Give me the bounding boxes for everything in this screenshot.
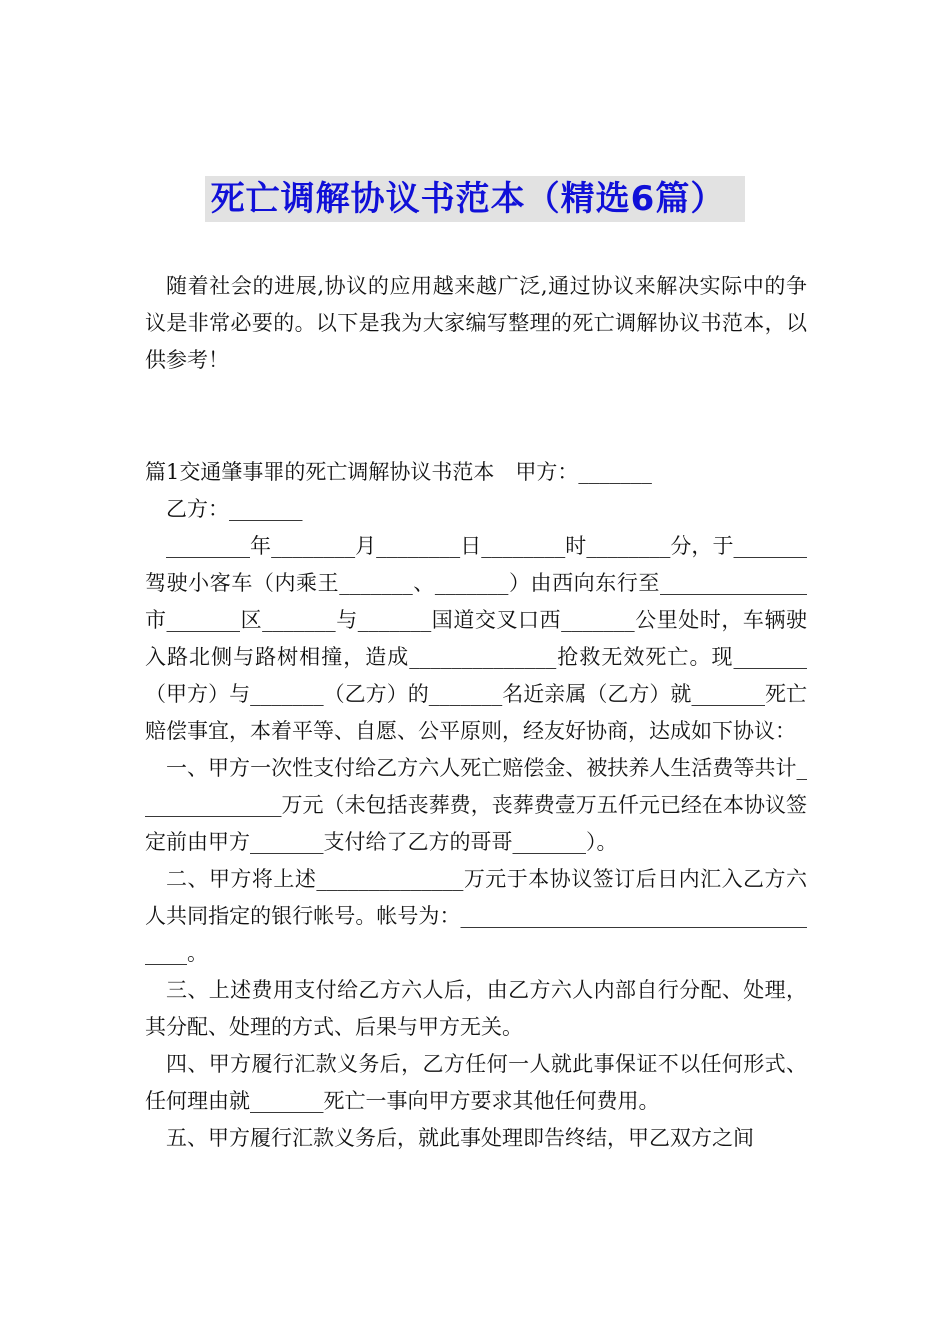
- intro-paragraph: 随着社会的进展,协议的应用越来越广泛,通过协议来解决实际中的争议是非常必要的。以下是我为大家编写整理的死亡调解协议书范本，以供参考！: [145, 274, 807, 372]
- clause-4: 四、甲方履行汇款义务后，乙方任何一人就此事保证不以任何形式、任何理由就_______死亡一事向甲方要求其他任何费用。: [145, 1052, 807, 1113]
- accident-paragraph: ________年________月________日________时________分，于_______驾驶小客车（内乘王_______、_______）由西向东行至______________市_______区_______与_______国道交叉口西_______公里处时，车辆驶入路北侧与路树相撞，造成______________抢救无效死亡。现_______（甲方）与_______（乙方）的_______名近亲属（乙方）就_______死亡赔偿事宜，本着平等、自愿、公平原则，经友好协商，达成如下协议：: [145, 534, 807, 743]
- clause-5: 五、甲方履行汇款义务后，就此事处理即告终结，甲乙双方之间: [166, 1126, 754, 1150]
- title-wrap: [0, 176, 950, 222]
- clause-3: 三、上述费用支付给乙方六人后，由乙方六人内部自行分配、处理，其分配、处理的方式、后果与甲方无关。: [145, 978, 807, 1039]
- party-b-line: 乙方：_______: [166, 497, 303, 521]
- section-gap: [145, 379, 807, 454]
- document-body: [145, 268, 807, 1157]
- clause-1: 一、甲方一次性支付给乙方六人死亡赔偿金、被扶养人生活费等共计______________万元（未包括丧葬费，丧葬费壹万五仟元已经在本协议签定前由甲方_______支付给了乙方的哥哥_______）。: [145, 756, 807, 854]
- section-heading: 篇1交通肇事罪的死亡调解协议书范本 甲方：_______: [145, 460, 652, 484]
- clause-2: 二、甲方将上述______________万元于本协议签订后日内汇入乙方六人共同指定的银行帐号。帐号为：_____________________________________。: [145, 867, 807, 965]
- document-title: 死亡调解协议书范本（精选6篇）: [205, 176, 746, 222]
